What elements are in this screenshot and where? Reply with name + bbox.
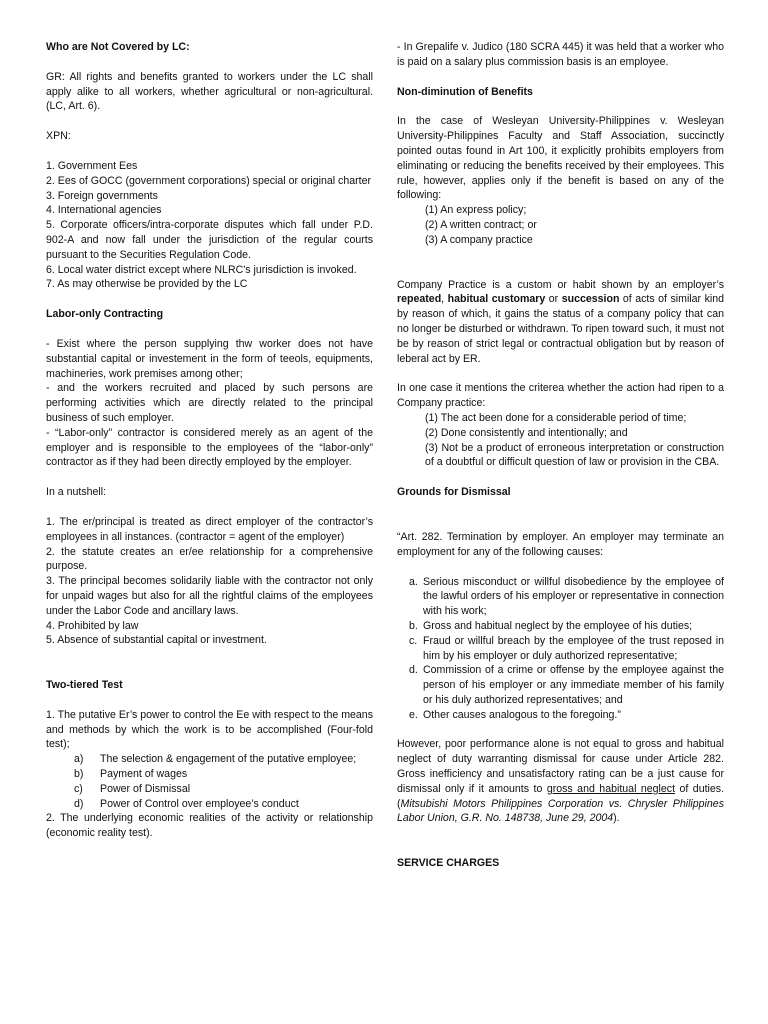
causes-list [397,575,724,723]
loc-item: - “Labor-only” contractor is considered merely as an agent of the employer and is responsible to the employees of the “labor-only” contractor as if they had been directly employed by the employer. [46,426,373,469]
nutshell-label: In a nutshell: [46,486,107,499]
poor-performance-paragraph: However, poor performance alone is not equal to gross and habitual neglect of duty warranting dismissal for cause under Article 282. Gross inefficiency and unsatisfactory rating can be a just cause for dismissal only if it amounts to gross and habitual neglect of duties. (Mitsubishi Motors Philippines Corporation vs. Chrysler Philippines Labor Union, G.R. No. 148738, June 29, 2004). [397,738,725,825]
two-tier-item: 1. The putative Er’s power to control the Ee with respect to the means and methods by which the work is to be accomplished (Four-fold test); [46,708,373,751]
art-282-paragraph: “Art. 282. Termination by employer. An employer may terminate an employment for any of the following causes: [397,530,724,558]
criterea-item: (2) Done consistently and intentionally; and [425,426,628,439]
criterea-item: (1) The act been done for a considerable period of time; [425,411,687,424]
nutshell-item: 2. the statute creates an er/ee relationship for a comprehensive purpose. [46,545,373,573]
right-column [397,40,724,871]
nutshell-item: 4. Prohibited by law [46,619,139,632]
cause-item: a. Serious misconduct or willful disobedience by the employee of the lawful orders of his employer or representative in connection with his work; [409,575,724,618]
xpn-item: 5. Corporate officers/intra-corporate disputes which fall under P.D. 902-A and now fall under the jurisdiction of the regular courts pursuant to the Securities Regulation Code. [46,219,373,261]
heading-not-covered: Who are Not Covered by LC: [46,41,190,53]
heading-labor-only: Labor-only Contracting [46,308,164,321]
four-fold-item: d) Power of Control over employee’s conduct [74,797,299,810]
two-tier-item: 2. The underlying economic realities of the activity or relationship (economic reality test). [46,812,373,840]
four-fold-item: a) The selection & engagement of the putative employee; [74,753,357,766]
criterea-paragraph: In one case it mentions the criterea whether the action had ripen to a Company practice: [397,382,724,410]
xpn-item: 3. Foreign governments [46,189,158,202]
wesleyan-paragraph: In the case of Wesleyan University-Philippines v. Wesleyan University-Philippines Faculty and Staff Association, succinctly pointed outas found in Art 100, it explicitly prohibits employers from eliminating or reducing the benefits received by their employees. This rule, however, applies only if the benefit is based on any of the following: [397,115,724,202]
basis-item: (1) An express policy; [425,204,527,217]
company-practice-paragraph: Company Practice is a custom or habit shown by an employer’s repeated, habitual customary or succession of acts of similar kind by reason of which, it gains the status of a company policy that can no longer be disturbed or withdrawn. To ripen toward such, it must not be by reason of strict legal or contractual obligation but by reason of leberal act by ER. [397,278,724,365]
left-column [46,40,373,841]
general-rule: GR: All rights and benefits granted to workers under the LC shall apply alike to all workers, whether agricultural or non-agricultural. (LC, Art. 6). [46,70,373,113]
basis-item: (3) A company practice [425,233,533,246]
grepalife-note: - In Grepalife v. Judico (180 SCRA 445) it was held that a worker who is paid on a salary plus commission basis is an employee. [397,41,724,68]
heading-two-tiered: Two-tiered Test [46,679,123,692]
four-fold-item: b) Payment of wages [74,768,188,781]
heading-service-charges: SERVICE CHARGES [397,857,500,870]
cause-item: b. Gross and habitual neglect by the employee of his duties; [409,619,693,632]
xpn-item: 6. Local water district except where NLRC's jurisdiction is invoked. [46,263,357,276]
loc-item: - and the workers recruited and placed by such persons are performing activities which are directly related to the principal business of such employer. [46,382,373,424]
criterea-item: (3) Not be a product of erroneous interpretation or construction of a doubtful or difficult question of law or provision in the CBA. [425,441,724,469]
nutshell-item: 5. Absence of substantial capital or investment. [46,634,267,647]
xpn-item: 4. International agencies [46,204,162,217]
xpn-item: 7. As may otherwise be provided by the LC [46,278,248,291]
cause-item: d. Commission of a crime or offense by the employee against the person of his employer or any immediate member of his family or his duly authorized representatives; and [409,664,724,706]
nutshell-item: 3. The principal becomes solidarily liable with the contractor not only for unpaid wages but also for all the rightful claims of the employees under the Labor Code and ancillary laws. [46,575,373,617]
four-fold-item: c) Power of Dismissal [74,782,191,795]
basis-item: (2) A written contract; or [425,218,537,231]
xpn-item: 1. Government Ees [46,159,138,172]
heading-non-diminution: Non-diminution of Benefits [397,85,533,98]
nutshell-item: 1. The er/principal is treated as direct employer of the contractor’s employees in all instances. (contractor = agent of the employer) [46,515,373,543]
loc-item: - Exist where the person supplying thw worker does not have substantial capital or investement in the form of teeols, equipments, machineries, work premises among other; [46,337,373,380]
xpn-label: XPN: [46,130,71,143]
heading-grounds-dismissal: Grounds for Dismissal [397,486,511,499]
xpn-item: 2. Ees of GOCC (government corporations) special or original charter [46,174,372,187]
cause-item: e. Other causes analogous to the foregoing.” [409,708,621,721]
cause-item: c. Fraud or willful breach by the employee of the trust reposed in him by his employer or duly authorized representative; [409,634,724,662]
